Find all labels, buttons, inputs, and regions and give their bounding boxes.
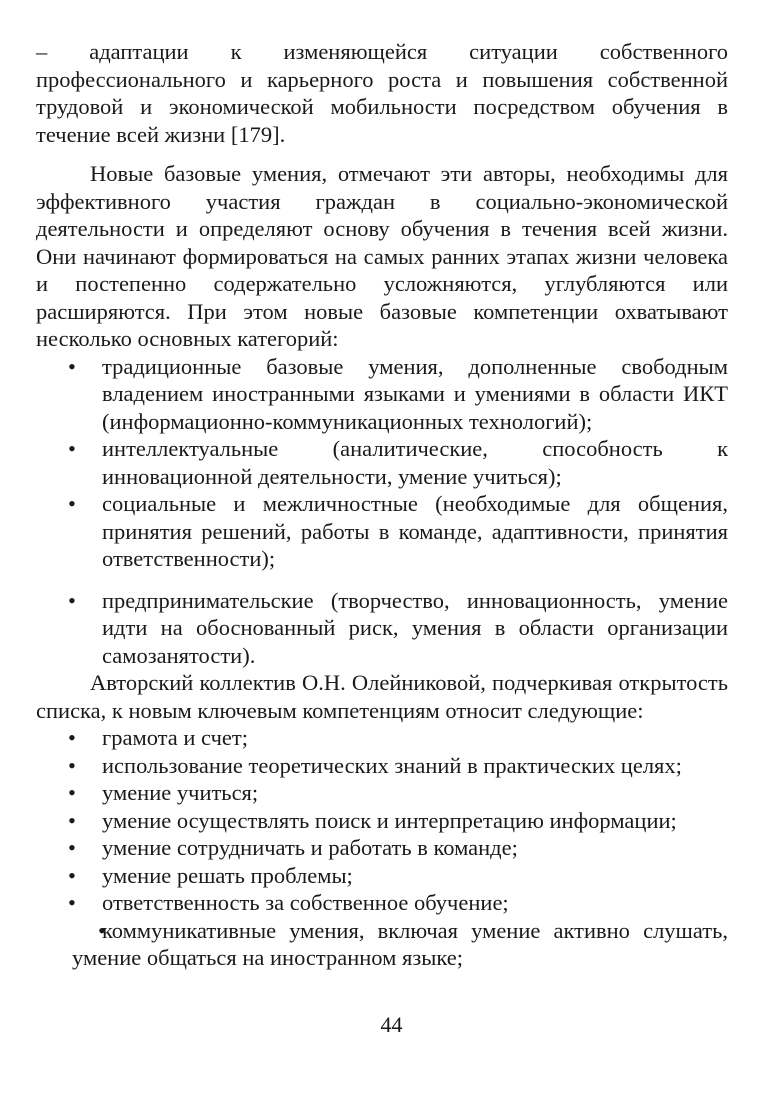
key-competencies-list [36, 724, 728, 972]
page-number: 44 [380, 1012, 403, 1037]
document-page [36, 38, 728, 972]
basic-competencies-list [36, 353, 728, 670]
list-item: • предпринимательские (творчество, инновационность, умение идти на обоснованный риск, умения в области организации самозанятости). [36, 587, 728, 670]
list-item: • грамота и счет; [36, 724, 728, 752]
list-item: • ответственность за собственное обучение; [36, 889, 728, 917]
list-item: • социальные и межличностные (необходимые для общения, принятия решений, работы в команде, адаптивности, принятия ответственности); [36, 490, 728, 573]
list-item: • умение учиться; [36, 779, 728, 807]
list-item: • традиционные базовые умения, дополненные свободным владением иностранными языками и умениями в области ИКТ (информационно-коммуникационных технологий); [36, 353, 728, 436]
list-item: • использование теоретических знаний в практических целях; [36, 752, 728, 780]
paragraph-basic-skills: Новые базовые умения, отмечают эти авторы, необходимы для эффективного участия граждан в социально-экономической деятельности и определяют основу обучения в течения всей жизни. Они начинают формироваться на самых ранних этапах жизни человека и постепенно содержательно усложняются, углубляются или расширяются. При этом новые базовые компетенции охватывают несколько основных категорий: [36, 161, 728, 351]
list-item: • умение решать проблемы; [36, 862, 728, 890]
paragraph-authors-collective: Авторский коллектив О.Н. Олейниковой, подчеркивая открытость списка, к новым ключевым компетенциям относит следующие: [36, 670, 728, 723]
list-item: • коммуникативные умения, включая умение активно слушать, умение общаться на иностранном языке; [36, 917, 728, 972]
list-item: • умение сотрудничать и работать в команде; [36, 834, 728, 862]
paragraph-adaptation: – адаптации к изменяющейся ситуации собственного профессионального и карьерного роста и повышения собственной трудовой и экономической мобильности посредством обучения в течение всей жизни [179]. [36, 39, 728, 147]
list-item: • умение осуществлять поиск и интерпретацию информации; [36, 807, 728, 835]
list-item: • интеллектуальные (аналитические, способность к инновационной деятельности, умение учиться); [36, 435, 728, 490]
